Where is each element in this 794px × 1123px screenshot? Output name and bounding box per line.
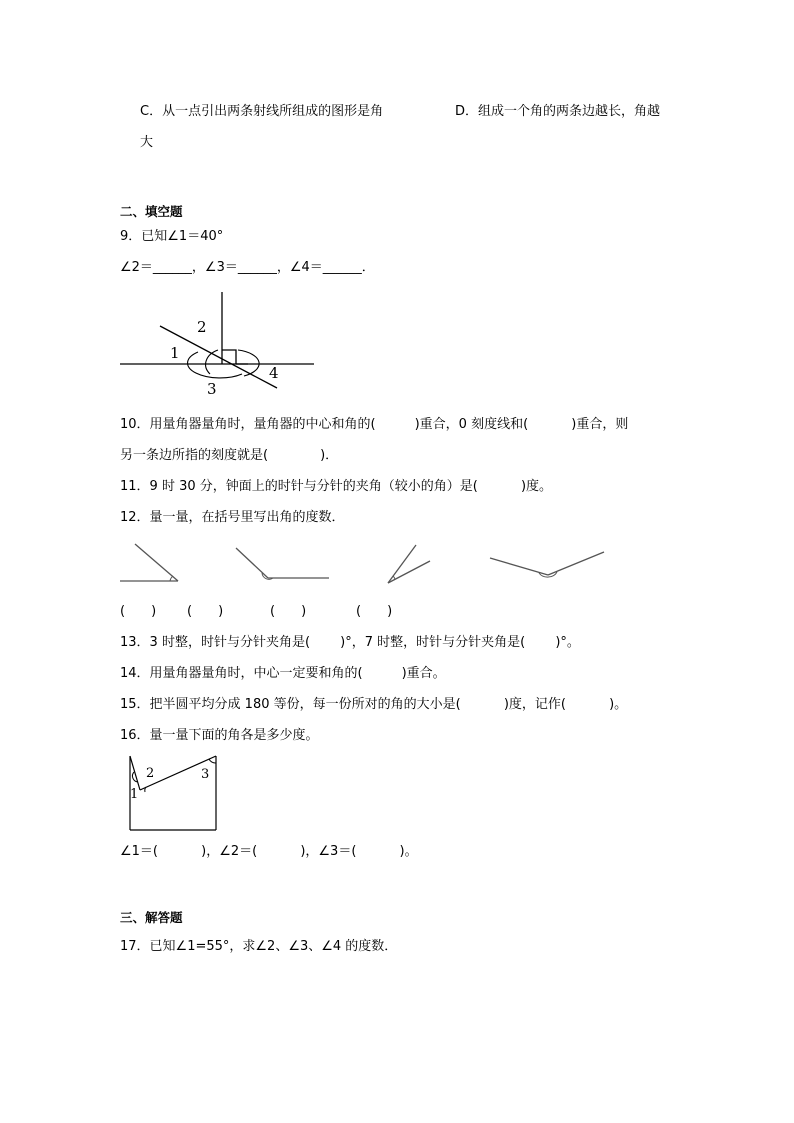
q10-line1: 10．用量角器量角时，量角器的中心和角的( )重合，0 刻度线和( )重合，则 <box>120 417 629 432</box>
section-title-answer: 三、解答题 <box>120 910 183 925</box>
q16-answers: ∠1＝( )，∠2＝( )，∠3＝( )。 <box>120 844 418 859</box>
section-title-fill-blank: 二、填空题 <box>120 204 183 219</box>
q9-label-2: 2 <box>197 318 207 336</box>
q12-blank-4: ( ) <box>356 604 393 619</box>
q13-line: 13．3 时整，时针与分针夹角是( )°，7 时整，时针与分针夹角是( )°。 <box>120 635 580 650</box>
q16-label-3: 3 <box>201 767 210 782</box>
q9-label-1: 1 <box>170 344 180 362</box>
q12-blank-3: ( ) <box>270 604 307 619</box>
q9-label-4: 4 <box>269 364 279 382</box>
q16-figure <box>120 752 230 842</box>
q8-option-c-cont: 大 <box>140 135 154 150</box>
q10-line2: 另一条边所指的刻度就是( )． <box>120 448 339 463</box>
q12-blank-1: ( ) <box>120 604 157 619</box>
q9-label-3: 3 <box>207 380 217 398</box>
q17-line: 17．已知∠1=55°，求∠2、∠3、∠4 的度数． <box>120 939 398 954</box>
q16-prompt: 16．量一量下面的角各是多少度。 <box>120 728 319 743</box>
q14-line: 14．用量角器量角时，中心一定要和角的( )重合。 <box>120 666 446 681</box>
q11-line: 11．9 时 30 分，钟面上的时针与分针的夹角（较小的角）是( )度。 <box>120 479 553 494</box>
q9-figure <box>120 288 320 398</box>
q8-option-d: D．组成一个角的两条边越长，角越 <box>455 104 661 119</box>
q16-label-1: 1 <box>130 787 139 802</box>
q15-line: 15．把半圆平均分成 180 等份，每一份所对的角的大小是( )度，记作( )。 <box>120 697 628 712</box>
q12-figures <box>118 540 618 590</box>
q12-prompt: 12．量一量，在括号里写出角的度数． <box>120 510 345 525</box>
q12-blank-2: ( ) <box>187 604 224 619</box>
q9-blanks: ∠2＝______，∠3＝______，∠4＝______． <box>120 260 375 275</box>
q8-option-c: C．从一点引出两条射线所组成的图形是角 <box>140 104 384 119</box>
q16-label-2: 2 <box>146 766 155 781</box>
q9-prompt: 9．已知∠1＝40° <box>120 229 224 244</box>
